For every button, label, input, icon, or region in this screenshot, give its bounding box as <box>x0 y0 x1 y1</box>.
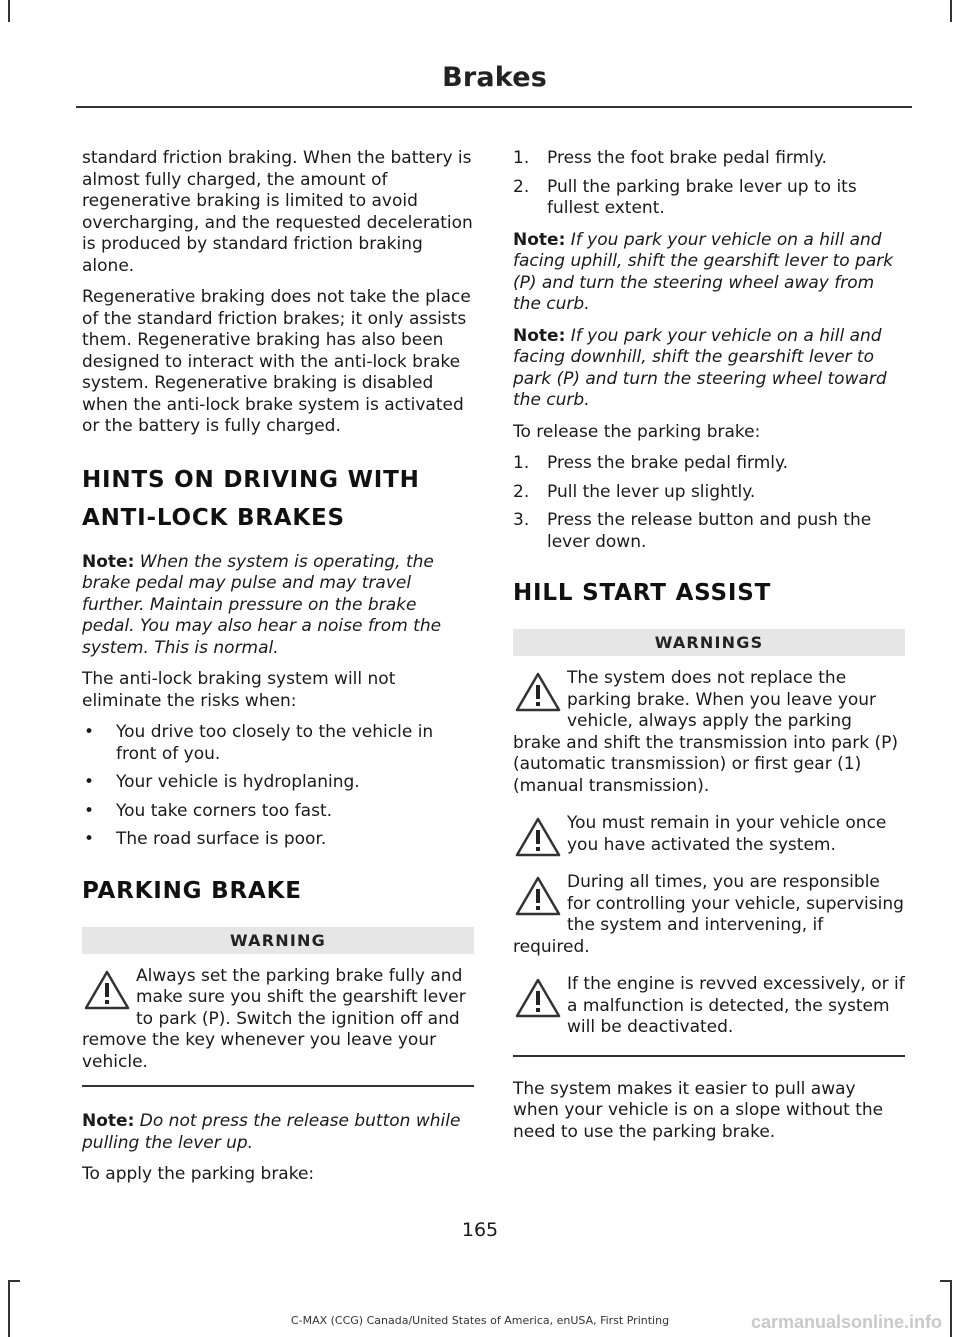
release-intro: To release the parking brake: <box>513 421 761 442</box>
abs-note-text: When the system is operating, the brake pedal may pulse and may travel further. Maintain pressure on the brake pedal. You may also hear a noise from the system. This is normal. <box>82 551 442 658</box>
warning-item <box>513 872 905 958</box>
step-number: 2. <box>513 481 530 502</box>
right-column <box>513 148 905 1153</box>
crop-mark-top-right <box>950 0 952 22</box>
crop-mark-bottom-left-h <box>8 1280 20 1282</box>
apply-steps <box>513 148 905 220</box>
warning-triangle-icon <box>513 976 563 1020</box>
note-text: If you park your vehicle on a hill and facing downhill, shift the gearshift lever to park (P) and turn the steering wheel toward the curb. <box>513 325 887 410</box>
warning-item <box>513 813 905 856</box>
page-title: Brakes <box>442 62 547 93</box>
regen-paragraph-2: Regenerative braking does not take the place of the standard friction brakes; it only assists them. Regenerative braking has also been designed to interact with the anti-lock brake system. Regenerative braking is disabled when the anti-lock brake system is activated or the battery is fully charged. <box>82 287 471 436</box>
list-item: 2. Pull the parking brake lever up to its fullest extent. <box>513 176 857 218</box>
bullet-marker: • <box>84 722 95 742</box>
warning-triangle-icon <box>513 670 563 714</box>
abs-heading <box>82 464 474 534</box>
crop-mark-top-left <box>8 0 10 22</box>
apply-intro: To apply the parking brake: <box>82 1164 315 1184</box>
page-number: 165 <box>461 1219 499 1241</box>
left-column <box>82 148 474 1196</box>
list-item: • The road surface is poor. <box>84 829 327 849</box>
watermark: carmanualsonline.info <box>750 1312 942 1332</box>
list-item: 2. Pull the lever up slightly. <box>513 481 756 502</box>
warning-item <box>82 966 474 1074</box>
parking-brake-note <box>82 1111 474 1154</box>
note-label: Note: <box>513 325 566 346</box>
downhill-note <box>513 326 905 412</box>
header-divider <box>76 106 912 108</box>
step-number: 3. <box>513 510 530 530</box>
warning-triangle-icon <box>513 815 563 859</box>
abs-heading-line1: HINTS ON DRIVING WITH <box>82 466 420 493</box>
warning-triangle-icon <box>513 874 563 918</box>
hill-start-assist-heading: HILL START ASSIST <box>513 580 772 606</box>
uphill-note <box>513 230 905 316</box>
step-number: 1. <box>513 148 530 168</box>
pb-note-label: Note: <box>82 1111 135 1131</box>
release-steps <box>513 453 905 553</box>
warning-text: The system does not replace the parking brake. When you leave your vehicle, always apply the parking brake and shift the transmission into park (P) (automatic transmission) or first gear (1) (manual transmission). <box>513 668 899 796</box>
warning-end-rule <box>513 1055 905 1057</box>
regen-paragraph-1: standard friction braking. When the battery is almost fully charged, the amount of regenerative braking is limited to avoid overcharging, and the requested deceleration is produced by standard friction braking alone. <box>82 148 473 276</box>
abs-note <box>82 552 474 660</box>
bullet-marker: • <box>84 829 95 849</box>
crop-mark-bottom-right <box>950 1280 952 1337</box>
warnings-band: WARNINGS <box>513 629 905 656</box>
note-text: If you park your vehicle on a hill and facing uphill, shift the gearshift lever to park (P) and turn the steering wheel away from the curb. <box>513 229 894 314</box>
footer-meta: C-MAX (CCG) Canada/United States of America, enUSA, First Printing <box>290 1314 670 1327</box>
parking-brake-heading: PARKING BRAKE <box>82 877 302 904</box>
abs-note-label: Note: <box>82 551 135 572</box>
list-item: 3. Press the release button and push the lever down. <box>513 510 872 552</box>
warning-text: During all times, you are responsible for controlling your vehicle, supervising the system and intervening, if required. <box>513 872 904 957</box>
warning-triangle-icon <box>82 968 132 1012</box>
warning-text: Always set the parking brake fully and make sure you shift the gearshift lever to park (P). Switch the ignition off and remove the key whenever you leave your vehicle. <box>82 965 466 1072</box>
warning-text: If the engine is revved excessively, or if a malfunction is detected, the system will be deactivated. <box>567 974 905 1037</box>
list-item: • Your vehicle is hydroplaning. <box>84 772 360 792</box>
list-item: 1. Press the brake pedal firmly. <box>513 453 789 473</box>
warning-band: WARNING <box>82 927 474 954</box>
crop-mark-bottom-right-h <box>940 1280 952 1282</box>
abs-intro: The anti-lock braking system will not eliminate the risks when: <box>82 669 396 711</box>
list-item: • You drive too closely to the vehicle in front of you. <box>84 722 434 764</box>
step-number: 1. <box>513 453 530 473</box>
warning-text: You must remain in your vehicle once you have activated the system. <box>567 813 887 855</box>
note-label: Note: <box>513 229 566 250</box>
warning-end-rule <box>82 1085 474 1087</box>
bullet-marker: • <box>84 772 95 792</box>
crop-mark-bottom-left <box>8 1280 10 1337</box>
abs-bullet-list <box>82 722 474 851</box>
list-item: • You take corners too fast. <box>84 800 333 821</box>
hsa-body: The system makes it easier to pull away when your vehicle is on a slope without the need to use the parking brake. <box>513 1078 884 1142</box>
step-number: 2. <box>513 176 530 197</box>
warning-item <box>513 668 905 797</box>
pb-note-text: Do not press the release button while pulling the lever up. <box>82 1111 461 1153</box>
warning-item <box>513 974 905 1039</box>
bullet-marker: • <box>84 800 95 821</box>
abs-heading-line2: ANTI-LOCK BRAKES <box>82 504 345 531</box>
list-item: 1. Press the foot brake pedal firmly. <box>513 148 827 168</box>
